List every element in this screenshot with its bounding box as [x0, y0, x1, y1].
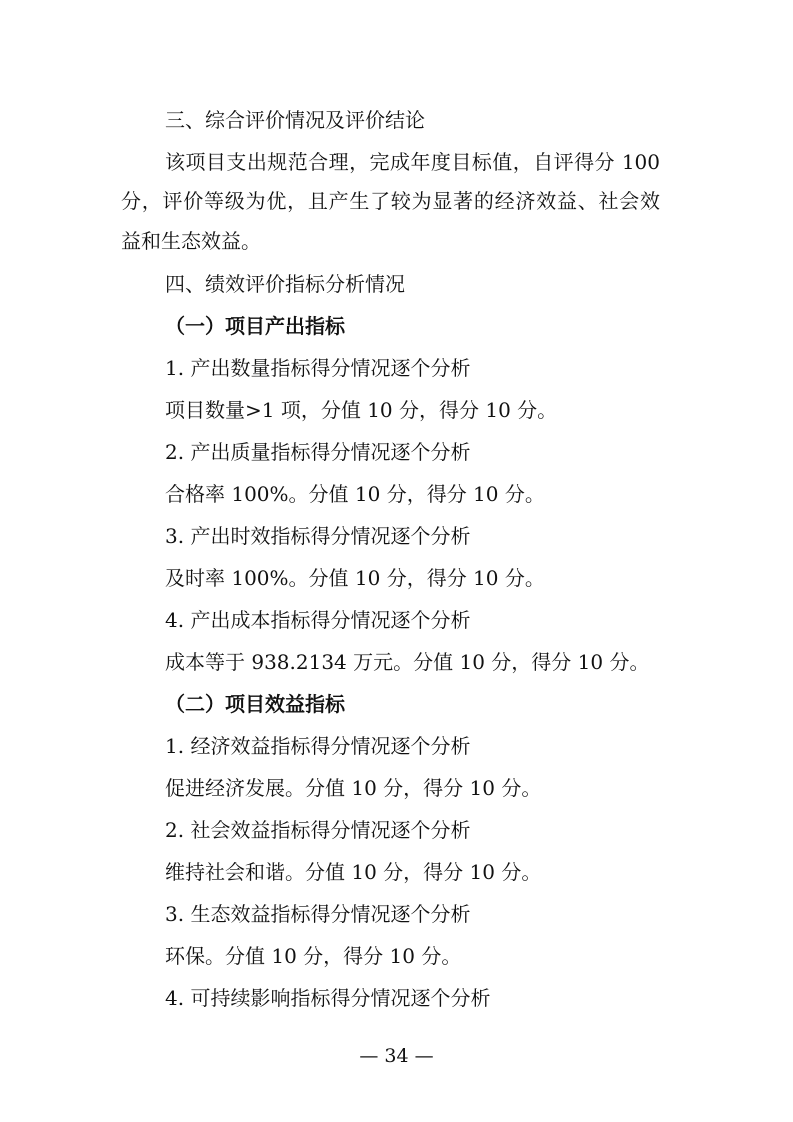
item-title: 1. 经济效益指标得分情况逐个分析: [165, 734, 471, 758]
item-detail: 成本等于 938.2134 万元。分值 10 分，得分 10 分。: [165, 650, 650, 674]
item-title: 2. 社会效益指标得分情况逐个分析: [165, 818, 471, 842]
item-title: 3. 生态效益指标得分情况逐个分析: [165, 902, 471, 926]
item-title: 3. 产出时效指标得分情况逐个分析: [165, 524, 471, 548]
item-detail: 促进经济发展。分值 10 分，得分 10 分。: [165, 776, 542, 800]
item-detail: 及时率 100%。分值 10 分，得分 10 分。: [165, 566, 545, 590]
paragraph-line: 益和生态效益。: [121, 229, 261, 253]
item-title: 4. 产出成本指标得分情况逐个分析: [165, 608, 471, 632]
item-title: 1. 产出数量指标得分情况逐个分析: [165, 356, 471, 380]
item-detail: 合格率 100%。分值 10 分，得分 10 分。: [165, 482, 545, 506]
section-heading: 三、综合评价情况及评价结论: [165, 108, 425, 132]
item-detail: 项目数量>1 项，分值 10 分，得分 10 分。: [165, 398, 558, 422]
paragraph-line: 分，评价等级为优，且产生了较为显著的经济效益、社会效: [121, 189, 660, 213]
subsection-heading: （二）项目效益指标: [165, 692, 345, 716]
section-heading: 四、绩效评价指标分析情况: [165, 272, 405, 296]
item-detail: 环保。分值 10 分，得分 10 分。: [165, 944, 462, 968]
item-title: 4. 可持续影响指标得分情况逐个分析: [165, 986, 491, 1010]
item-detail: 维持社会和谐。分值 10 分，得分 10 分。: [165, 860, 542, 884]
item-title: 2. 产出质量指标得分情况逐个分析: [165, 440, 471, 464]
paragraph-line: 该项目支出规范合理，完成年度目标值，自评得分 100: [165, 150, 660, 174]
subsection-heading: （一）项目产出指标: [165, 314, 345, 338]
page-number: — 34 —: [359, 1045, 434, 1067]
